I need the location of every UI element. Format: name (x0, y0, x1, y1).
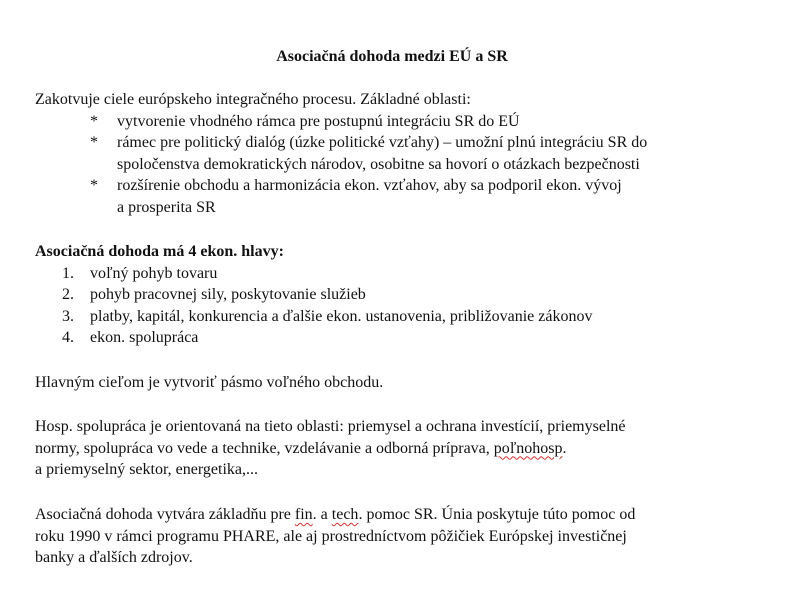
document-title (0, 46, 800, 68)
phare-line: banky a ďalších zdrojov. (35, 549, 193, 566)
heads-section (35, 241, 775, 349)
item-text: voľný pohyb tovaru (90, 264, 218, 282)
bullet-item (35, 132, 775, 175)
bullet-text: spoločenstva demokratických národov, osobitne sa hovorí o otázkach bezpečnosti (117, 155, 640, 173)
bullet-text: a prosperita SR (117, 198, 216, 216)
item-number: 4. (62, 329, 74, 346)
bullet-text: vytvorenie vhodného rámca pre postupnú integráciu SR do EÚ (117, 112, 520, 130)
cooperation-paragraph (35, 416, 775, 481)
bullet-text: rámec pre politický dialóg (úzke politické vzťahy) – umožní plnú integráciu SR do (117, 134, 648, 151)
spellcheck-marked-word: poľnohosp (493, 439, 563, 457)
phare-text: . a (312, 506, 332, 523)
numbered-item (35, 327, 775, 349)
phare-line: roku 1990 v rámci programu PHARE, ale aj prostredníctvom pôžičiek Európskej investičnej (35, 527, 627, 545)
bullet-item (35, 175, 775, 218)
bullet-marker: * (90, 134, 98, 151)
bullet-item (35, 111, 775, 133)
intro-bullet-list (35, 111, 775, 219)
item-text: ekon. spolupráca (90, 329, 199, 346)
spellcheck-marked-word: fin (294, 506, 313, 523)
bullet-text: rozšírenie obchodu a harmonizácia ekon. vzťahov, aby sa podporil ekon. vývoj (117, 177, 622, 194)
item-number: 2. (62, 286, 74, 303)
phare-text: . pomoc SR. Únia poskytuje túto pomoc od (358, 506, 636, 523)
cooperation-line: a priemyselný sektor, energetika,... (35, 461, 258, 478)
phare-paragraph (35, 504, 775, 569)
bullet-marker: * (90, 112, 98, 130)
bullet-marker: * (90, 177, 98, 194)
numbered-item (35, 263, 775, 285)
heads-heading: Asociačná dohoda má 4 ekon. hlavy: (35, 243, 284, 260)
goal-text: Hlavným cieľom je vytvoriť pásmo voľného obchodu. (35, 374, 384, 391)
cooperation-section (35, 416, 775, 481)
item-text: pohyb pracovnej sily, poskytovanie služieb (90, 286, 366, 303)
phare-section (35, 504, 775, 569)
numbered-item (35, 284, 775, 306)
goal-section (35, 372, 775, 394)
intro-section (35, 89, 775, 218)
phare-text: Asociačná dohoda vytvára základňu pre (35, 506, 295, 523)
document-title-text: Asociačná dohoda medzi EÚ a SR (276, 48, 508, 65)
cooperation-line-end: . (562, 439, 567, 457)
heads-numbered-list (35, 263, 775, 349)
cooperation-line: normy, spolupráca vo vede a technike, vzdelávanie a odborná príprava, (35, 439, 494, 457)
item-text: platby, kapitál, konkurencia a ďalšie ekon. ustanovenia, približovanie zákonov (90, 307, 593, 325)
cooperation-line: Hosp. spolupráca je orientovaná na tieto oblasti: priemysel a ochrana investícií, priemyselné (35, 418, 626, 435)
item-number: 3. (62, 307, 74, 325)
numbered-item (35, 306, 775, 328)
spellcheck-marked-word: tech (331, 506, 359, 523)
item-number: 1. (62, 264, 74, 282)
intro-text: Zakotvuje ciele európskeho integračného procesu. Základné oblasti: (35, 91, 471, 108)
